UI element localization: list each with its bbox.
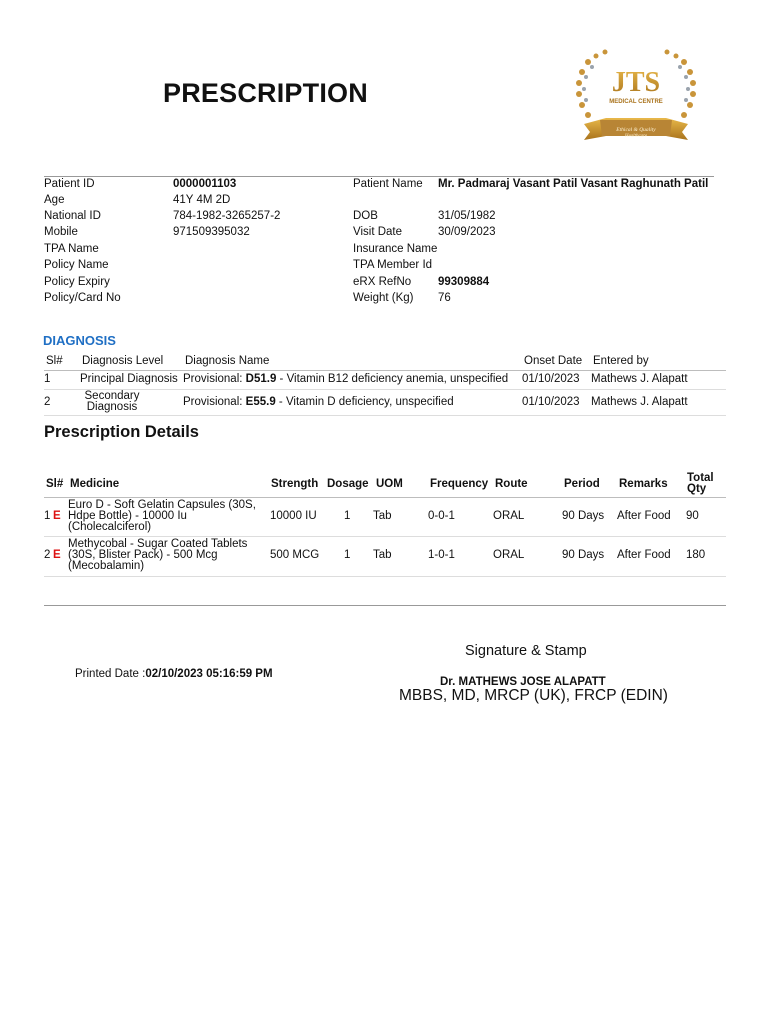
rx-col-remarks: Remarks (619, 478, 668, 490)
diag-entered-by: Mathews J. Alapatt (591, 396, 688, 408)
rx-route: ORAL (493, 510, 525, 522)
patient-name-value: Mr. Padmaraj Vasant Patil Vasant Raghunath Patil (438, 178, 709, 190)
diag-code: E55.9 (245, 396, 276, 408)
rx-col-medicine: Medicine (70, 478, 120, 490)
rx-frequency: 0-0-1 (428, 510, 455, 522)
rx-sl: 2 (44, 549, 51, 561)
clinic-logo (570, 44, 702, 148)
diag-name (183, 396, 454, 408)
diag-name (183, 373, 508, 385)
printed-date (75, 668, 273, 680)
policy-expiry-label: Policy Expiry (44, 276, 110, 288)
rx-uom: Tab (373, 510, 392, 522)
svg-text:Ethical & Quality: Ethical & Quality (616, 127, 656, 133)
rx-uom: Tab (373, 549, 392, 561)
svg-text:MEDICAL CENTRE: MEDICAL CENTRE (609, 99, 663, 105)
rx-col-route: Route (495, 478, 528, 490)
tpa-member-label: TPA Member Id (353, 259, 433, 271)
patient-name-label: Patient Name (353, 178, 423, 190)
diag-code: D51.9 (245, 373, 277, 385)
laurel-logo-icon (570, 44, 702, 148)
diag-desc: - Vitamin B12 deficiency anemia, unspecified (279, 373, 509, 385)
rx-col-period: Period (564, 478, 600, 490)
diag-row-divider (44, 415, 726, 416)
policy-name-label: Policy Name (44, 259, 109, 271)
signature-label: Signature & Stamp (465, 643, 587, 659)
erx-value: 99309884 (438, 276, 490, 288)
rx-strength: 10000 IU (270, 510, 317, 522)
age-label: Age (44, 194, 65, 206)
diag-col-sl: Sl# (46, 355, 63, 367)
rx-col-frequency: Frequency (430, 478, 489, 490)
diag-header-divider (44, 370, 726, 371)
rx-medicine: Methycobal - Sugar Coated Tablets (30S, Blister Pack) - 500 Mcg (Mecobalamin) (68, 538, 248, 572)
svg-text:Healthcare: Healthcare (624, 134, 648, 139)
diag-col-name: Diagnosis Name (185, 355, 270, 367)
visit-date-value: 30/09/2023 (438, 226, 496, 238)
rx-qty: 90 (686, 510, 699, 522)
rx-route: ORAL (493, 549, 525, 561)
rx-col-strength: Strength (271, 478, 319, 490)
mobile-value: 971509395032 (173, 226, 250, 238)
mobile-label: Mobile (44, 226, 78, 238)
rx-col-total-qty: Total Qty (687, 472, 714, 495)
national-id-value: 784-1982-3265257-2 (173, 210, 281, 222)
rx-dosage: 1 (344, 549, 351, 561)
diag-col-onset: Onset Date (524, 355, 583, 367)
rx-qty: 180 (686, 549, 706, 561)
rx-sl: 1 (44, 510, 51, 522)
diag-col-level: Diagnosis Level (82, 355, 164, 367)
patient-id-value: 0000001103 (173, 178, 237, 190)
rx-frequency: 1-0-1 (428, 549, 455, 561)
rx-flag: E (53, 510, 61, 522)
doctor-name: Dr. MATHEWS JOSE ALAPATT (440, 676, 606, 688)
diag-onset: 01/10/2023 (522, 373, 580, 385)
rx-strength: 500 MCG (270, 549, 320, 561)
diag-desc: - Vitamin D deficiency, unspecified (278, 396, 454, 408)
rx-flag: E (53, 549, 61, 561)
patient-id-label: Patient ID (44, 178, 95, 190)
rx-row-divider (44, 536, 726, 537)
diag-level: Principal Diagnosis (80, 373, 178, 385)
diag-sl: 1 (44, 373, 51, 385)
erx-label: eRX RefNo (353, 276, 412, 288)
prescription-heading: Prescription Details (44, 423, 199, 441)
rx-col-sl: Sl# (46, 478, 64, 490)
rx-dosage: 1 (344, 510, 351, 522)
rx-header-divider (44, 497, 726, 498)
national-id-label: National ID (44, 210, 101, 222)
rx-col-uom: UOM (376, 478, 403, 490)
rx-row-divider (44, 576, 726, 577)
diag-sl: 2 (44, 396, 51, 408)
age-value: 41Y 4M 2D (173, 194, 231, 206)
weight-value: 76 (438, 292, 451, 304)
visit-date-label: Visit Date (353, 226, 403, 238)
diag-level: Secondary Diagnosis (84, 390, 140, 413)
doctor-qualifications: MBBS, MD, MRCP (UK), FRCP (EDIN) (399, 687, 668, 704)
diag-prefix: Provisional: (183, 373, 243, 385)
diag-col-entered: Entered by (593, 355, 649, 367)
tpa-name-label: TPA Name (44, 243, 99, 255)
diag-prefix: Provisional: (183, 396, 243, 408)
rx-period: 90 Days (562, 549, 605, 561)
footer-divider (44, 605, 726, 606)
policy-card-label: Policy/Card No (44, 292, 121, 304)
svg-text:JTS: JTS (611, 67, 661, 98)
page-title: PRESCRIPTION (163, 78, 368, 108)
rx-col-dosage: Dosage (327, 478, 369, 490)
weight-label: Weight (Kg) (353, 292, 414, 304)
diag-entered-by: Mathews J. Alapatt (591, 373, 688, 385)
diag-onset: 01/10/2023 (522, 396, 580, 408)
dob-value: 31/05/1982 (438, 210, 496, 222)
printed-date-value: 02/10/2023 05:16:59 PM (145, 668, 273, 680)
rx-medicine: Euro D - Soft Gelatin Capsules (30S, Hdpe Bottle) - 10000 Iu (Cholecalciferol) (68, 499, 256, 533)
rx-remarks: After Food (617, 510, 671, 522)
rx-period: 90 Days (562, 510, 605, 522)
dob-label: DOB (353, 210, 378, 222)
insurance-name-label: Insurance Name (353, 243, 438, 255)
rx-remarks: After Food (617, 549, 671, 561)
diag-row-divider (44, 389, 726, 390)
diagnosis-heading: DIAGNOSIS (43, 333, 116, 348)
printed-date-label: Printed Date : (75, 668, 146, 680)
